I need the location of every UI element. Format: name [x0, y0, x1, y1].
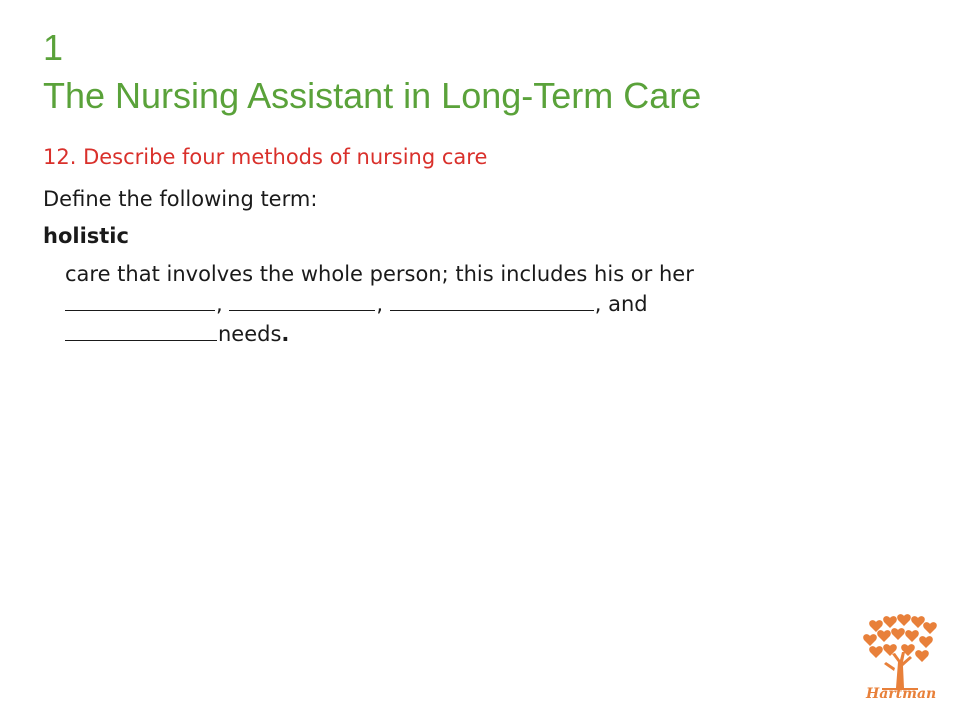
comma-1: ,	[216, 292, 223, 316]
period: .	[281, 322, 290, 346]
blank-line-3	[390, 290, 594, 311]
chapter-title: The Nursing Assistant in Long-Term Care	[43, 75, 702, 116]
blank-line-4	[65, 320, 217, 341]
instruction-text: Define the following term:	[43, 187, 318, 211]
term-definition	[65, 259, 925, 349]
learning-objective: 12. Describe four methods of nursing care	[43, 145, 488, 169]
blank-line-1	[65, 290, 215, 311]
chapter-number: 1	[43, 27, 64, 68]
logo-wordmark: Hartman	[866, 686, 937, 702]
needs-text: needs	[218, 322, 282, 346]
and-text: , and	[594, 292, 648, 316]
comma-2: ,	[376, 292, 384, 316]
term-heading: holistic	[43, 224, 129, 248]
blank-line-2	[229, 290, 375, 311]
definition-text-start: care that involves the whole person; this includes his or her	[65, 262, 694, 286]
